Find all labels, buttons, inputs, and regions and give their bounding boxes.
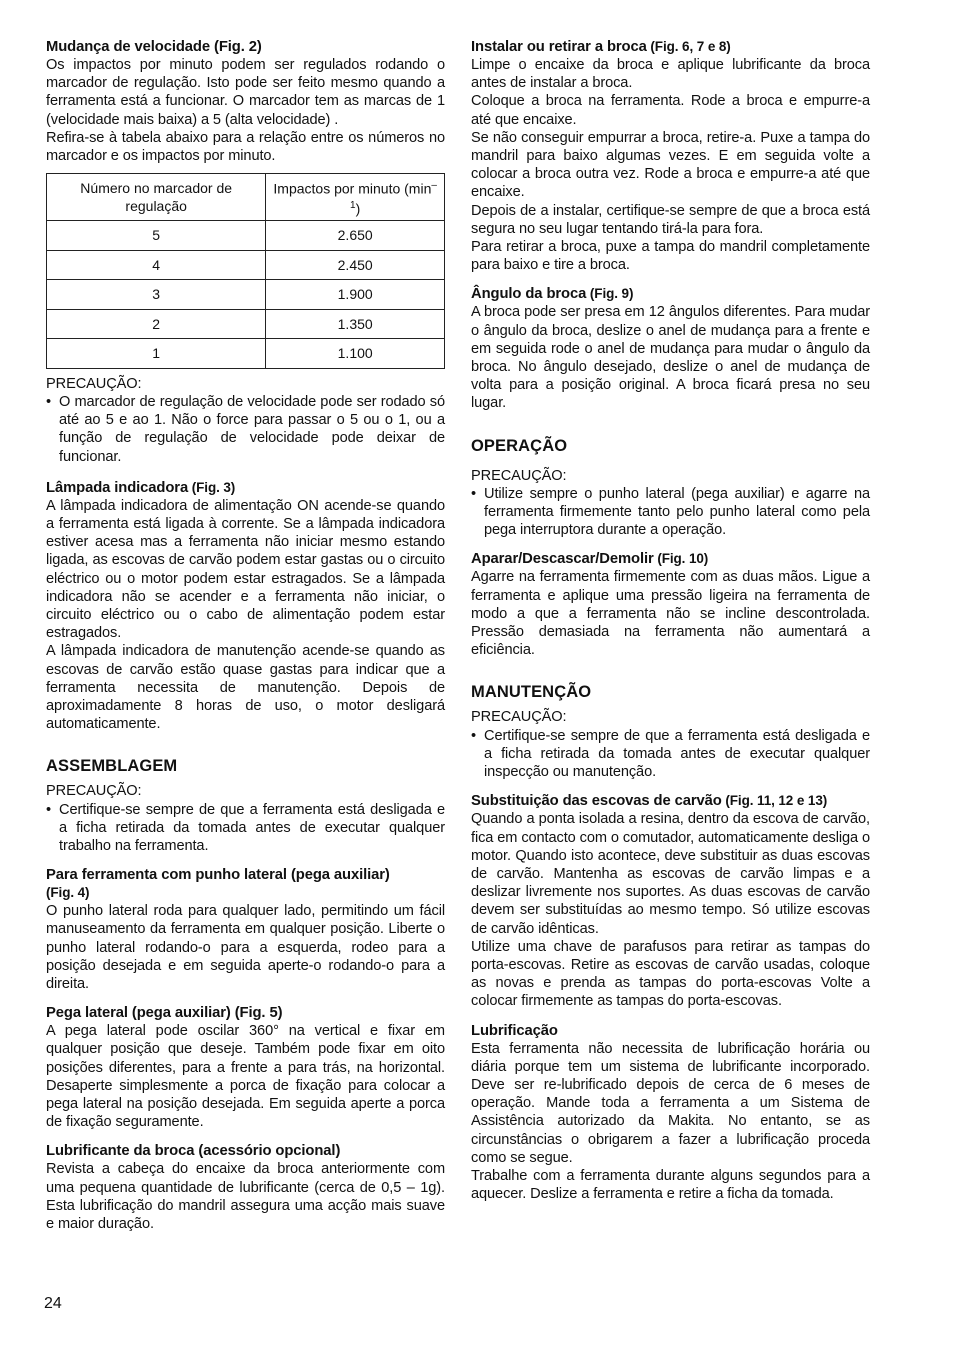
- table-row: [47, 250, 445, 280]
- table-row: [47, 339, 445, 369]
- operation-heading: OPERAÇÃO: [471, 436, 568, 455]
- install-bit-paragraph-4: Depois de a instalar, certifique-se sempre de que a broca está segura no seu lugar tentando tirá-la para fora.: [471, 202, 870, 237]
- page-number: 24: [44, 1295, 62, 1312]
- speed-table-header-dial: Número no marcador de regulação: [47, 174, 266, 221]
- speed-table-header: [47, 174, 445, 221]
- maintenance-caution-label: PRECAUÇÃO:: [471, 709, 567, 726]
- bit-grease-paragraph: Revista a cabeça do encaixe da broca anteriormente com uma pequena quantidade de lubrificante (cerca de 0,5 – 1g). Esta lubrificação do mandril assegura uma acção mais suave e maior duração.: [46, 1161, 445, 1233]
- speed-caution-label: PRECAUÇÃO:: [46, 375, 142, 392]
- install-bit-paragraph-3: Se não conseguir empurrar a broca, retire-a. Puxe a tampa do mandril para baixo algumas vezes. E em seguida volte a colocar a broca outra vez. Rode a broca e empurre-a até que encaixe.: [471, 129, 870, 201]
- install-bit-paragraph-2: Coloque a broca na ferramenta. Rode a broca e empurre-a até que encaixe.: [471, 93, 870, 128]
- operation-caution-label: PRECAUÇÃO:: [471, 467, 567, 484]
- chipping-title: Aparar/Descascar/Demolir (Fig. 10): [471, 551, 709, 568]
- install-bit-paragraph-5: Para retirar a broca, puxe a tampa do mandril completamente para baixo e tire a broca.: [471, 239, 870, 274]
- table-cell-dial: 3: [47, 280, 266, 310]
- maintenance-heading: MANUTENÇÃO: [471, 683, 592, 702]
- right-column: [471, 38, 870, 1203]
- table-cell-ipm: 2.450: [266, 250, 445, 280]
- table-cell-dial: 4: [47, 250, 266, 280]
- table-cell-ipm: 1.100: [266, 339, 445, 369]
- bullet-icon: •: [471, 485, 477, 502]
- indicator-lamp-title: Lâmpada indicadora (Fig. 3): [46, 479, 236, 496]
- carbon-brush-title: Substituição das escovas de carvão (Fig. 11, 12 e 13): [471, 793, 828, 810]
- operation-caution-bullet: • Utilize sempre o punho lateral (pega auxiliar) e agarre na ferramenta firmemente tanto pelo punho lateral como pela pega interruptora durante a operação.: [471, 485, 870, 539]
- install-bit-title: Instalar ou retirar a broca (Fig. 6, 7 e 8): [471, 39, 731, 55]
- table-cell-ipm: 1.900: [266, 280, 445, 310]
- indicator-lamp-paragraph-1: A lâmpada indicadora de alimentação ON acende-se quando a ferramenta está ligada à corrente. Se a lâmpada indicadora estiver acesa mas a ferramenta não iniciar mesmo estando ligada, as escovas de carvão podem estar gastas ou o circuito eléctrico ou o motor podem estar estragados. Se a lâmpada indicadora não se acender e a ferramenta não iniciar, o circuito eléctrico ou o cabo de alimentação podem estar estragados.: [46, 497, 445, 642]
- side-grip-title: Para ferramenta com punho lateral (pega auxiliar) (Fig. 4): [46, 867, 390, 901]
- speed-change-title: Mudança de velocidade (Fig. 2): [46, 39, 262, 55]
- side-handle-paragraph: A pega lateral pode oscilar 360° na vertical e fixar em qualquer posição que deseje. Também pode fixar em oito posições diferentes, para a frente a para trás, na horizontal. Desaperte simplesmente a porca de fixação para colocar a pega lateral na posição desejada. Em seguida aperte a porca de fixação seguramente.: [46, 1023, 445, 1131]
- lubrication-paragraph-1: Esta ferramenta não necessita de lubrificação horária ou diária porque tem um sistema de lubrificante incorporado. Deve ser re-lubrificado depois de cerca de 6 meses de operação. Mande toda a ferramenta a um Sistema de Assistência autorizado da Makita. No entanto, se as circunstâncias o obrigarem a fazer a lubrificação proceda como se segue.: [471, 1040, 870, 1166]
- assembly-heading: ASSEMBLAGEM: [46, 757, 178, 776]
- speed-caution-bullet: • O marcador de regulação de velocidade pode ser rodado só até ao 5 e ao 1. Não o force para passar o 5 ou o 1, ou a função de regulação de velocidade pode deixar de funcionar.: [46, 393, 445, 465]
- side-handle-title: Pega lateral (pega auxiliar) (Fig. 5): [46, 1005, 283, 1022]
- speed-change-paragraph-1: Os impactos por minuto podem ser regulados rodando o marcador de regulação. Isto pode ser feito mesmo quando a ferramenta está a funcionar. O marcador tem as marcas de 1 (velocidade mais baixa) a 5 (alta velocidade) .: [46, 57, 445, 128]
- side-grip-paragraph: O punho lateral roda para qualquer lado, permitindo um fácil manuseamento da ferramenta em qualquer posição. Liberte o punho lateral rodando-o para a esquerda, rodeo para a posição desejada e em seguida aperte-o rodando-o para a direita.: [46, 903, 445, 992]
- table-cell-dial: 2: [47, 309, 266, 339]
- bit-grease-title: Lubrificante da broca (acessório opcional): [46, 1143, 341, 1160]
- lubrication-title: Lubrificação: [471, 1022, 558, 1039]
- table-row: [47, 221, 445, 251]
- bullet-icon: •: [471, 727, 477, 744]
- bit-angle-title: Ângulo da broca (Fig. 9): [471, 286, 634, 303]
- speed-table-header-ipm: Impactos por minuto $(\min^{-1})$: [266, 174, 445, 221]
- table-cell-dial: 1: [47, 339, 266, 369]
- bit-angle-paragraph: A broca pode ser presa em 12 ângulos diferentes. Para mudar o ângulo da broca, deslize o anel de mudança para a frente e em seguida rode o anel de mudança para mudar o ângulo da broca. No ângulo desejado, deslize o anel de mudança de volta para a posição original. A broca ficará presa no seu lugar.: [471, 304, 870, 412]
- speed-change-paragraph-2: Refira-se à tabela abaixo para a relação entre os números no marcador e os impactos por minuto.: [46, 129, 445, 165]
- table-row: [47, 280, 445, 310]
- assembly-caution-bullet: • Certifique-se sempre de que a ferramenta está desligada e a ficha retirada da tomada antes de executar qualquer trabalho na ferramenta.: [46, 801, 445, 854]
- install-bit-paragraph-1: Limpe o encaixe da broca e aplique lubrificante da broca antes de instalar a broca.: [471, 57, 870, 92]
- left-column: [46, 38, 445, 1233]
- bullet-icon: •: [46, 393, 52, 410]
- table-cell-ipm: 2.650: [266, 221, 445, 251]
- speed-table: [46, 173, 445, 369]
- lubrication-paragraph-2: Trabalhe com a ferramenta durante alguns segundos para a aquecer. Deslize a ferramenta e retire a ficha da tomada.: [471, 1167, 870, 1203]
- bullet-icon: •: [46, 801, 52, 818]
- carbon-brush-paragraph-2: Utilize uma chave de parafusos para retirar as tampas do porta-escovas. Retire as escovas de carvão usadas, coloque as novas e prenda as tampas do porta-escovas Volte a colocar firmemente as tampas do porta-escovas.: [471, 938, 870, 1010]
- chipping-paragraph: Agarre na ferramenta firmemente com as duas mãos. Ligue a ferramenta e aplique uma pressão ligeira na ferramenta de modo a que a ferramenta não se incline descontrolada. Pressão demasiada na ferramenta não aumentará a eficiência.: [471, 569, 870, 659]
- indicator-lamp-paragraph-2: A lâmpada indicadora de manutenção acende-se quando as escovas de carvão estão quase gastas para indicar que a ferramenta necessita de manutenção. Depois de aproximadamente 8 horas de uso, o motor desligará automaticamente.: [46, 643, 445, 733]
- table-cell-ipm: 1.350: [266, 309, 445, 339]
- assembly-caution-label: PRECAUÇÃO:: [46, 783, 142, 800]
- table-cell-dial: 5: [47, 221, 266, 251]
- table-row: [47, 309, 445, 339]
- carbon-brush-paragraph-1: Quando a ponta isolada a resina, dentro da escova de carvão, fica em contacto com o comutador, automaticamente desliga o motor. Quando isto acontece, deve substituir as duas escovas de carvão. Mantenha as escovas de carvão limpas e a deslizar livremente nos suportes. As duas escovas de carvão devem ser substituídas ao mesmo tempo. Só utilize escovas de carvão idênticas.: [471, 811, 870, 937]
- maintenance-caution-bullet: • Certifique-se sempre de que a ferramenta está desligada e a ficha retirada da tomada antes de executar qualquer inspecção ou manutenção.: [471, 727, 870, 781]
